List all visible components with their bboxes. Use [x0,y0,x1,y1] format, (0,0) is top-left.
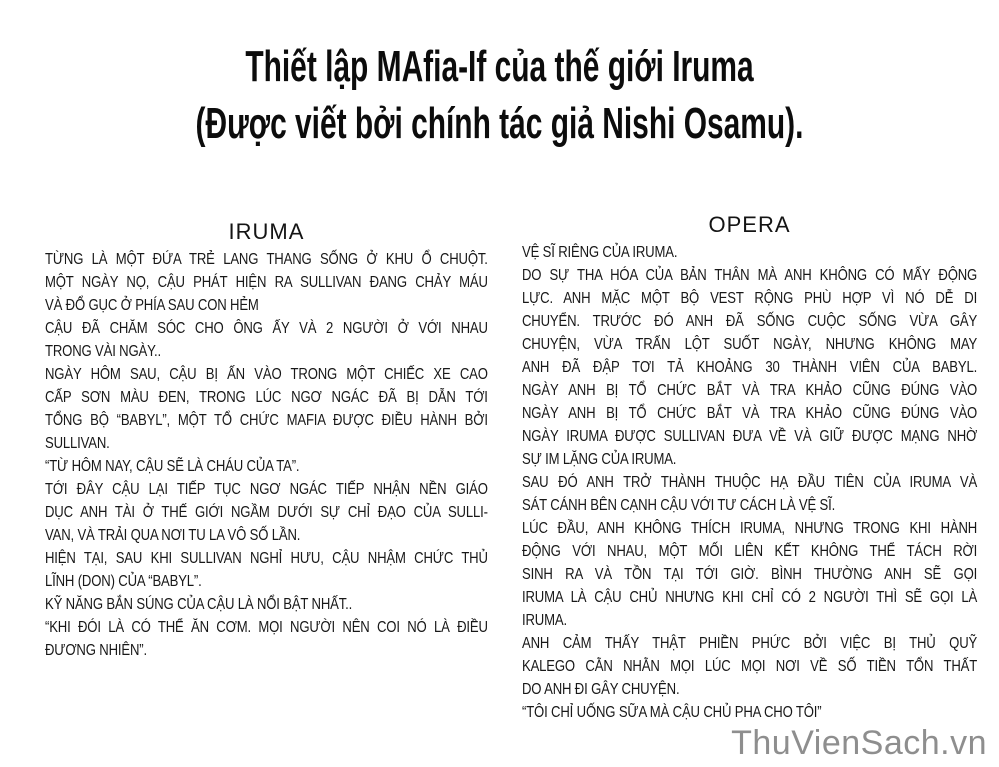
text-line: DO SỰ THA HÓA CỦA BẢN THÂN MÀ ANH KHÔNG CÓ MẤY ĐỘNG [522,267,978,284]
text-line: ĐỘNG VỚI NHAU, MỘT MỐI LIÊN KẾT KHÔNG THỂ TÁCH RỜI [522,543,978,560]
text-line: SÁT CÁNH BÊN CẠNH CẬU VỚI TƯ CÁCH LÀ VỆ SĨ. [522,497,836,514]
text-line: SAU ĐÓ ANH TRỞ THÀNH THUỘC HẠ ĐẦU TIÊN CỦA IRUMA VÀ [522,474,978,491]
text-line: NGÀY ANH BỊ TỔ CHỨC BẮT VÀ TRA KHẢO CŨNG ĐÚNG VÀO [522,382,978,399]
text-line: LÚC ĐẦU, ANH KHÔNG THÍCH IRUMA, NHƯNG TRONG KHI HÀNH [522,520,978,537]
text-line: NGÀY HÔM SAU, CẬU BỊ ẤN VÀO TRONG MỘT CHIẾC XE CAO [45,366,488,383]
text-line: LĨNH (DON) CỦA “BABYL”. [45,573,202,590]
text-line: ANH CẢM THẤY THẬT PHIỀN PHỨC BỞI VIỆC BỊ THỦ QUỸ [522,635,978,652]
text-line: CHUYỆN, VỪA TRẤN LỘT SUỐT NGÀY, NHƯNG KHÔNG MAY [522,336,978,353]
text-line: KỸ NĂNG BẮN SÚNG CỦA CẬU LÀ NỔI BẬT NHẤT.. [45,596,353,613]
text-line: SỰ IM LẶNG CỦA IRUMA. [522,451,677,468]
column-iruma [45,219,488,662]
column-opera [522,212,977,724]
text-line: VÀ ĐỔ GỤC Ở PHÍA SAU CON HẺM [45,297,259,314]
text-line: “TỪ HÔM NAY, CẬU SẼ LÀ CHÁU CỦA TA”. [45,458,300,475]
text-line: DỤC ANH TÀI Ở THẾ GIỚI NGẦM DƯỚI SỰ CHỈ ĐẠO CỦA SULLI- [45,504,488,521]
text-line: LỰC. ANH MẶC MỘT BỘ VEST RỘNG PHÙ HỢP VÌ NÓ DỄ DI [522,290,978,307]
text-line: NGÀY IRUMA ĐƯỢC SULLIVAN ĐƯA VỀ VÀ GIỮ ĐƯỢC MẠNG NHỜ [522,428,978,445]
text-line: NGÀY ANH BỊ TỔ CHỨC BẮT VÀ TRA KHẢO CŨNG ĐÚNG VÀO [522,405,978,422]
page-title [0,38,999,152]
text-line: “KHI ĐÓI LÀ CÓ THỂ ĂN CƠM. MỌI NGƯỜI NÊN COI NÓ LÀ ĐIỀU [45,619,488,636]
text-line: TRONG VÀI NGÀY.. [45,343,161,360]
text-line: VAN, VÀ TRẢI QUA NƠI TU LA VÔ SỐ LẦN. [45,527,301,544]
text-line: CẤP SƠN MÀU ĐEN, TRONG LÚC NGƠ NGÁC ĐÃ BỊ DẪN TỚI [45,389,488,406]
column-opera-heading: OPERA [708,212,791,237]
text-line: IRUMA. [522,612,567,629]
text-line: “TÔI CHỈ UỐNG SỮA MÀ CẬU CHỦ PHA CHO TÔI” [522,704,822,721]
text-line: HIỆN TẠI, SAU KHI SULLIVAN NGHỈ HƯU, CẬU NHẬM CHỨC THỦ [45,550,488,567]
text-line: DO ANH ĐI GÂY CHUYỆN. [522,681,680,698]
text-line: SULLIVAN. [45,435,110,452]
text-line: VỆ SĨ RIÊNG CỦA IRUMA. [522,244,678,261]
text-line: ANH ĐÃ ĐẬP TƠI TẢ KHOẢNG 30 THÀNH VIÊN CỦA BABYL. [522,359,978,376]
column-iruma-lines [45,248,488,662]
text-line: CHUYỂN. TRƯỚC ĐÓ ANH ĐÃ SỐNG CUỘC SỐNG VỪA GÂY [522,313,978,330]
text-line: MỘT NGÀY NỌ, CẬU PHÁT HIỆN RA SULLIVAN ĐANG CHẢY MÁU [45,274,488,291]
title-line-1: Thiết lập MAfia-If của thế giới Iruma [245,42,754,91]
text-line: KALEGO CẰN NHẰN MỌI LÚC MỌI NƠI VỀ SỐ TIỀN TỔN THẤT [522,658,978,675]
text-line: SINH RA VÀ TỒN TẠI TỚI GIỜ. BÌNH THƯỜNG ANH SẼ GỌI [522,566,978,583]
watermark: ThuVienSach.vn [731,724,987,762]
title-line-2: (Được viết bởi chính tác giả Nishi Osamu). [195,99,804,148]
text-line: TỪNG LÀ MỘT ĐỨA TRẺ LANG THANG SỐNG Ở KHU Ổ CHUỘT. [45,251,488,268]
text-line: CẬU ĐÃ CHĂM SÓC CHO ÔNG ẤY VÀ 2 NGƯỜI Ở VỚI NHAU [45,320,488,337]
column-iruma-heading: IRUMA [228,219,305,244]
text-line: IRUMA LÀ CẬU CHỦ NHƯNG KHI CHỈ CÓ 2 NGƯỜI THÌ SẼ GỌI LÀ [522,589,978,606]
column-opera-lines [522,241,977,724]
text-line: TỚI ĐÂY CẬU LẠI TIẾP TỤC NGƠ NGÁC TIẾP NHẬN NỀN GIÁO [45,481,488,498]
text-line: ĐƯƠNG NHIÊN”. [45,642,147,659]
text-line: TỔNG BỘ “BABYL”, MỘT TỔ CHỨC MAFIA ĐƯỢC ĐIỀU HÀNH BỞI [45,412,488,429]
